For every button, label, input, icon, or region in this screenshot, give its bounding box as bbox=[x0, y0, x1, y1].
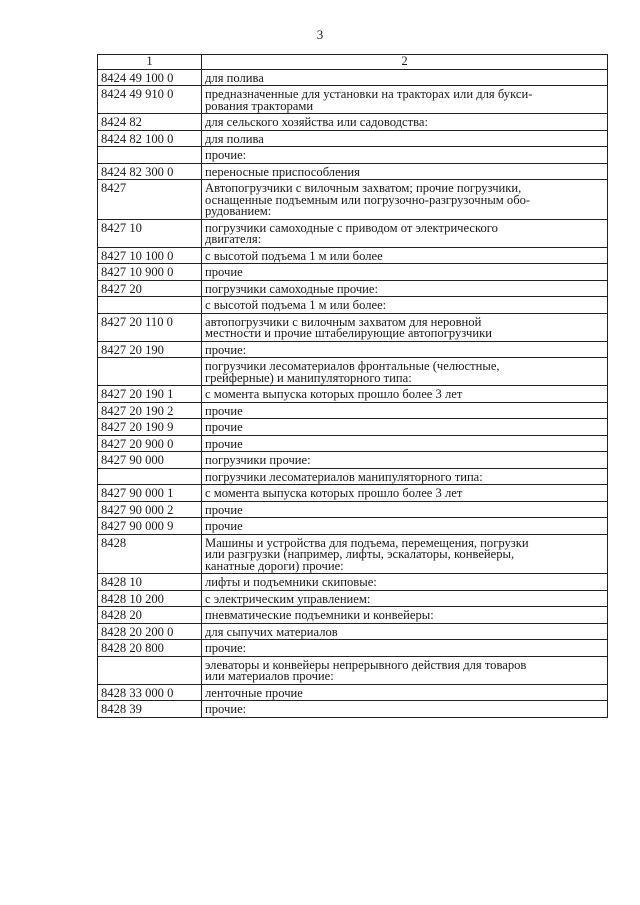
table-row bbox=[98, 518, 608, 535]
description-cell: для полива bbox=[202, 69, 608, 86]
tariff-code-cell: 8428 bbox=[98, 534, 202, 574]
tariff-code-cell: 8427 10 bbox=[98, 219, 202, 247]
table-row bbox=[98, 358, 608, 386]
tariff-code-cell: 8427 10 100 0 bbox=[98, 247, 202, 264]
tariff-code-cell: 8428 10 bbox=[98, 574, 202, 591]
tariff-code-cell: 8428 20 800 bbox=[98, 640, 202, 657]
column-header-1: 1 bbox=[98, 55, 202, 70]
table-row bbox=[98, 623, 608, 640]
table-row bbox=[98, 313, 608, 341]
page-number: 3 bbox=[316, 27, 324, 42]
description-cell: Автопогрузчики с вилочным захватом; прочие погрузчики, оснащенные подъемным или погрузочно-разгрузочным обо- рудованием: bbox=[202, 180, 608, 220]
description-cell: Машины и устройства для подъема, перемещения, погрузки или разгрузки (например, лифты, эскалаторы, конвейеры, канатные дороги) прочие: bbox=[202, 534, 608, 574]
description-cell: прочие bbox=[202, 402, 608, 419]
tariff-code-cell bbox=[98, 656, 202, 684]
table-row bbox=[98, 297, 608, 314]
description-cell: погрузчики самоходные с приводом от электрического двигателя: bbox=[202, 219, 608, 247]
tariff-code-cell: 8427 90 000 9 bbox=[98, 518, 202, 535]
table-row bbox=[98, 130, 608, 147]
table-row bbox=[98, 247, 608, 264]
tariff-code-cell: 8424 82 100 0 bbox=[98, 130, 202, 147]
table-row bbox=[98, 69, 608, 86]
table-row bbox=[98, 341, 608, 358]
column-header-2: 2 bbox=[202, 55, 608, 70]
description-cell: прочие: bbox=[202, 701, 608, 718]
table-row bbox=[98, 280, 608, 297]
tariff-code-cell: 8428 20 200 0 bbox=[98, 623, 202, 640]
table-row bbox=[98, 501, 608, 518]
table-row bbox=[98, 435, 608, 452]
tariff-code-cell: 8427 90 000 1 bbox=[98, 485, 202, 502]
table-row bbox=[98, 485, 608, 502]
description-cell: с электрическим управлением: bbox=[202, 590, 608, 607]
description-cell: погрузчики самоходные прочие: bbox=[202, 280, 608, 297]
tariff-code-cell bbox=[98, 358, 202, 386]
description-cell: прочие: bbox=[202, 640, 608, 657]
tariff-code-cell: 8424 82 300 0 bbox=[98, 163, 202, 180]
tariff-code-cell: 8427 20 bbox=[98, 280, 202, 297]
description-cell: автопогрузчики с вилочным захватом для неровной местности и прочие штабелирующие автопогрузчики bbox=[202, 313, 608, 341]
table-row bbox=[98, 114, 608, 131]
table-row bbox=[98, 590, 608, 607]
description-cell: погрузчики лесоматериалов фронтальные (челюстные, грейферные) и манипуляторного типа: bbox=[202, 358, 608, 386]
table-body bbox=[98, 69, 608, 717]
description-cell: с высотой подъема 1 м или более: bbox=[202, 297, 608, 314]
tariff-code-cell: 8427 20 190 bbox=[98, 341, 202, 358]
description-cell: для сельского хозяйства или садоводства: bbox=[202, 114, 608, 131]
description-cell: прочие bbox=[202, 518, 608, 535]
tariff-code-cell: 8427 20 190 1 bbox=[98, 386, 202, 403]
tariff-code-cell: 8427 20 110 0 bbox=[98, 313, 202, 341]
tariff-code-cell bbox=[98, 147, 202, 164]
table-row bbox=[98, 402, 608, 419]
table-header bbox=[98, 55, 608, 70]
tariff-code-cell: 8427 20 190 2 bbox=[98, 402, 202, 419]
tariff-code-cell: 8428 20 bbox=[98, 607, 202, 624]
description-cell: для полива bbox=[202, 130, 608, 147]
tariff-code-cell: 8424 49 910 0 bbox=[98, 86, 202, 114]
description-cell: с момента выпуска которых прошло более 3 лет bbox=[202, 386, 608, 403]
table-row bbox=[98, 452, 608, 469]
description-cell: переносные приспособления bbox=[202, 163, 608, 180]
tariff-code-cell: 8428 33 000 0 bbox=[98, 684, 202, 701]
description-cell: предназначенные для установки на тракторах или для букси- рования тракторами bbox=[202, 86, 608, 114]
description-cell: прочие bbox=[202, 264, 608, 281]
tariff-code-cell: 8427 20 190 9 bbox=[98, 419, 202, 436]
table-row bbox=[98, 468, 608, 485]
description-cell: прочие bbox=[202, 501, 608, 518]
table-row bbox=[98, 163, 608, 180]
tariff-code-cell: 8428 10 200 bbox=[98, 590, 202, 607]
tariff-code-cell: 8424 49 100 0 bbox=[98, 69, 202, 86]
tariff-code-cell bbox=[98, 297, 202, 314]
tariff-table bbox=[97, 54, 608, 718]
table-row bbox=[98, 534, 608, 574]
description-cell: погрузчики лесоматериалов манипуляторного типа: bbox=[202, 468, 608, 485]
description-cell: погрузчики прочие: bbox=[202, 452, 608, 469]
description-cell: с момента выпуска которых прошло более 3 лет bbox=[202, 485, 608, 502]
description-cell: для сыпучих материалов bbox=[202, 623, 608, 640]
table-row bbox=[98, 574, 608, 591]
tariff-code-cell: 8427 10 900 0 bbox=[98, 264, 202, 281]
table-row bbox=[98, 180, 608, 220]
table-row bbox=[98, 147, 608, 164]
description-cell: лифты и подъемники скиповые: bbox=[202, 574, 608, 591]
table-row bbox=[98, 684, 608, 701]
tariff-code-cell: 8427 90 000 2 bbox=[98, 501, 202, 518]
description-cell: с высотой подъема 1 м или более bbox=[202, 247, 608, 264]
table-row bbox=[98, 607, 608, 624]
description-cell: элеваторы и конвейеры непрерывного действия для товаров или материалов прочие: bbox=[202, 656, 608, 684]
table-row bbox=[98, 264, 608, 281]
table-row bbox=[98, 386, 608, 403]
table-row bbox=[98, 701, 608, 718]
table-row bbox=[98, 86, 608, 114]
table-row bbox=[98, 419, 608, 436]
table-row bbox=[98, 219, 608, 247]
tariff-code-cell: 8428 39 bbox=[98, 701, 202, 718]
description-cell: прочие: bbox=[202, 147, 608, 164]
tariff-code-cell: 8427 90 000 bbox=[98, 452, 202, 469]
table-row bbox=[98, 640, 608, 657]
description-cell: прочие bbox=[202, 419, 608, 436]
header-row bbox=[98, 55, 608, 70]
description-cell: прочие: bbox=[202, 341, 608, 358]
table-row bbox=[98, 656, 608, 684]
tariff-code-cell: 8424 82 bbox=[98, 114, 202, 131]
tariff-code-cell: 8427 20 900 0 bbox=[98, 435, 202, 452]
description-cell: пневматические подъемники и конвейеры: bbox=[202, 607, 608, 624]
description-cell: ленточные прочие bbox=[202, 684, 608, 701]
tariff-code-cell bbox=[98, 468, 202, 485]
tariff-code-cell: 8427 bbox=[98, 180, 202, 220]
description-cell: прочие bbox=[202, 435, 608, 452]
